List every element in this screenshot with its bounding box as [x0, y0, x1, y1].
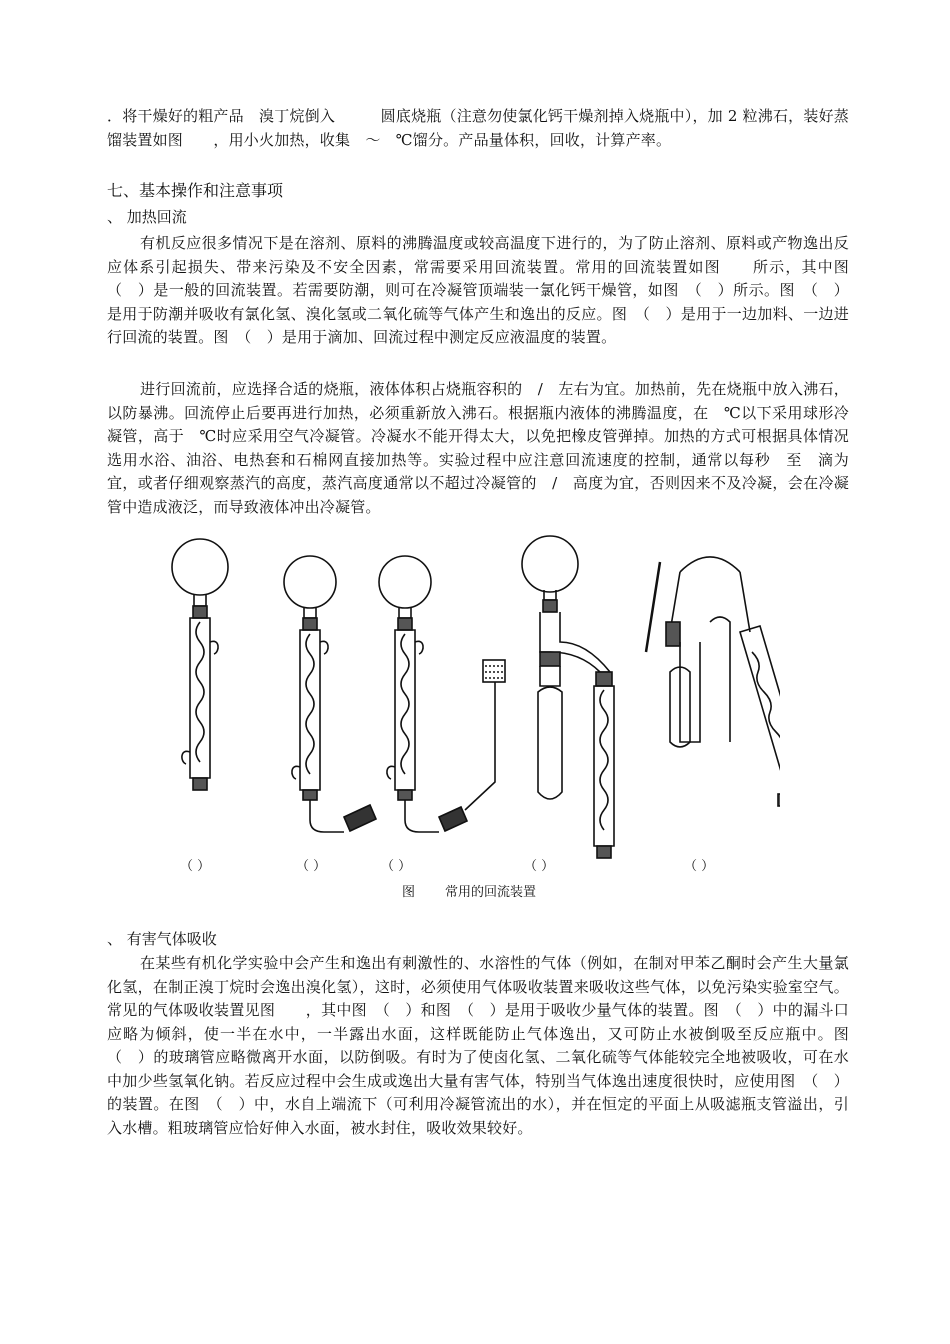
apparatus-d-drawing: [522, 536, 614, 858]
apparatus-a-drawing: [172, 539, 228, 790]
intro-paragraph: ．将干燥好的粗产品 溴丁烷倒入 圆底烧瓶（注意勿使氯化钙干燥剂掉入烧瓶中），加 2 粒沸石，装好蒸馏装置如图 ，用小火加热，收集 ～ ℃馏分。产品量体积，回收，计算产率。: [107, 107, 849, 149]
apparatus-b-drawing: [284, 556, 376, 832]
figure-label-c: （ ）: [381, 859, 412, 874]
reflux-paragraph-1: 有机反应很多情况下是在溶剂、原料的沸腾温度或较高温度下进行的，为了防止溶剂、原料或产物逸出反应体系引起损失、带来污染及不安全因素，常需要采用回流装置。常用的回流装置如图 所示，其中图 （ ）是一般的回流装置。若需要防潮，则可在冷凝管顶端装一氯化钙干燥管，如图 （ ）所示。图 （ ）是用于防潮并吸收有氯化氢、溴化氢或二氧化硫等气体产生和逸出的反应。图 （ ）是用于一边加料、一边进行回流的装置。图 （ ）是用于滴加、回流过程中测定反应液温度的装置。: [107, 234, 865, 346]
subsection-heading-reflux: 、 加热回流: [107, 208, 187, 226]
figure-label-a: （ ）: [180, 859, 211, 874]
gas-absorption-paragraph: 在某些有机化学实验中会产生和逸出有刺激性的、水溶性的气体（例如，在制对甲苯乙酮时会产生大量氯化氢，在制正溴丁烷时会逸出溴化氢），这时，必须使用气体吸收装置来吸收这些气体，以免污染实验室空气。常见的气体吸收装置见图 ，其中图 （ ）和图 （ ）是用于吸收少量气体的装置。图 （ ）中的漏斗口应略为倾斜，使一半在水中，一半露出水面，这样既能防止气体逸出，又可防止水被倒吸至反应瓶中。图 （ ）的玻璃管应略微离开水面，以防倒吸。有时为了使卤化氢、二氧化硫等气体能较完全地被吸收，可在水中加少些氢氧化钠。若反应过程中会生成或逸出大量有害气体，特别当气体逸出速度很快时，应使用图 （ ）的装置。在图 （ ）中，水自上端流下（可利用冷凝管流出的水），并在恒定的平面上从吸滤瓶支管溢出，引入水槽。粗玻璃管应恰好伸入水面，被水封住，吸收效果较好。: [107, 954, 865, 1137]
figure-caption-text: 常用的回流装置: [445, 885, 537, 900]
reflux-paragraph-2: 进行回流前，应选择合适的烧瓶，液体体积占烧瓶容积的 / 左右为宜。加热前，先在烧瓶中放入沸石，以防暴沸。回流停止后要再进行加热，必须重新放入沸石。根据瓶内液体的沸腾温度，在 ℃以下采用球形冷凝管，高于 ℃时应采用空气冷凝管。冷凝水不能开得太大，以免把橡皮管弹掉。加热的方式可根据具体情况选用水浴、油浴、电热套和石棉网直接加热等。实验过程中应注意回流速度的控制，通常以每秒 至 滴为宜，或者仔细观察蒸汽的高度，蒸汽高度通常以不超过冷凝管的 / 高度为宜，否则因来不及冷凝，会在冷凝管中造成液泛，而导致液体冲出冷凝管。: [107, 380, 849, 516]
apparatus-c-drawing: [379, 556, 505, 832]
apparatus-e-drawing: [646, 557, 780, 806]
figure-caption: [402, 881, 566, 900]
figure-label-b: （ ）: [296, 859, 327, 874]
subsection-heading-gas: 、 有害气体吸收: [107, 930, 217, 948]
figure-label-e: （ ）: [684, 859, 715, 874]
figure-caption-prefix: 图: [402, 885, 416, 900]
section-heading: 七、基本操作和注意事项: [107, 181, 284, 200]
figure-label-d: （ ）: [524, 859, 555, 874]
reflux-apparatus-figure: [160, 532, 780, 872]
